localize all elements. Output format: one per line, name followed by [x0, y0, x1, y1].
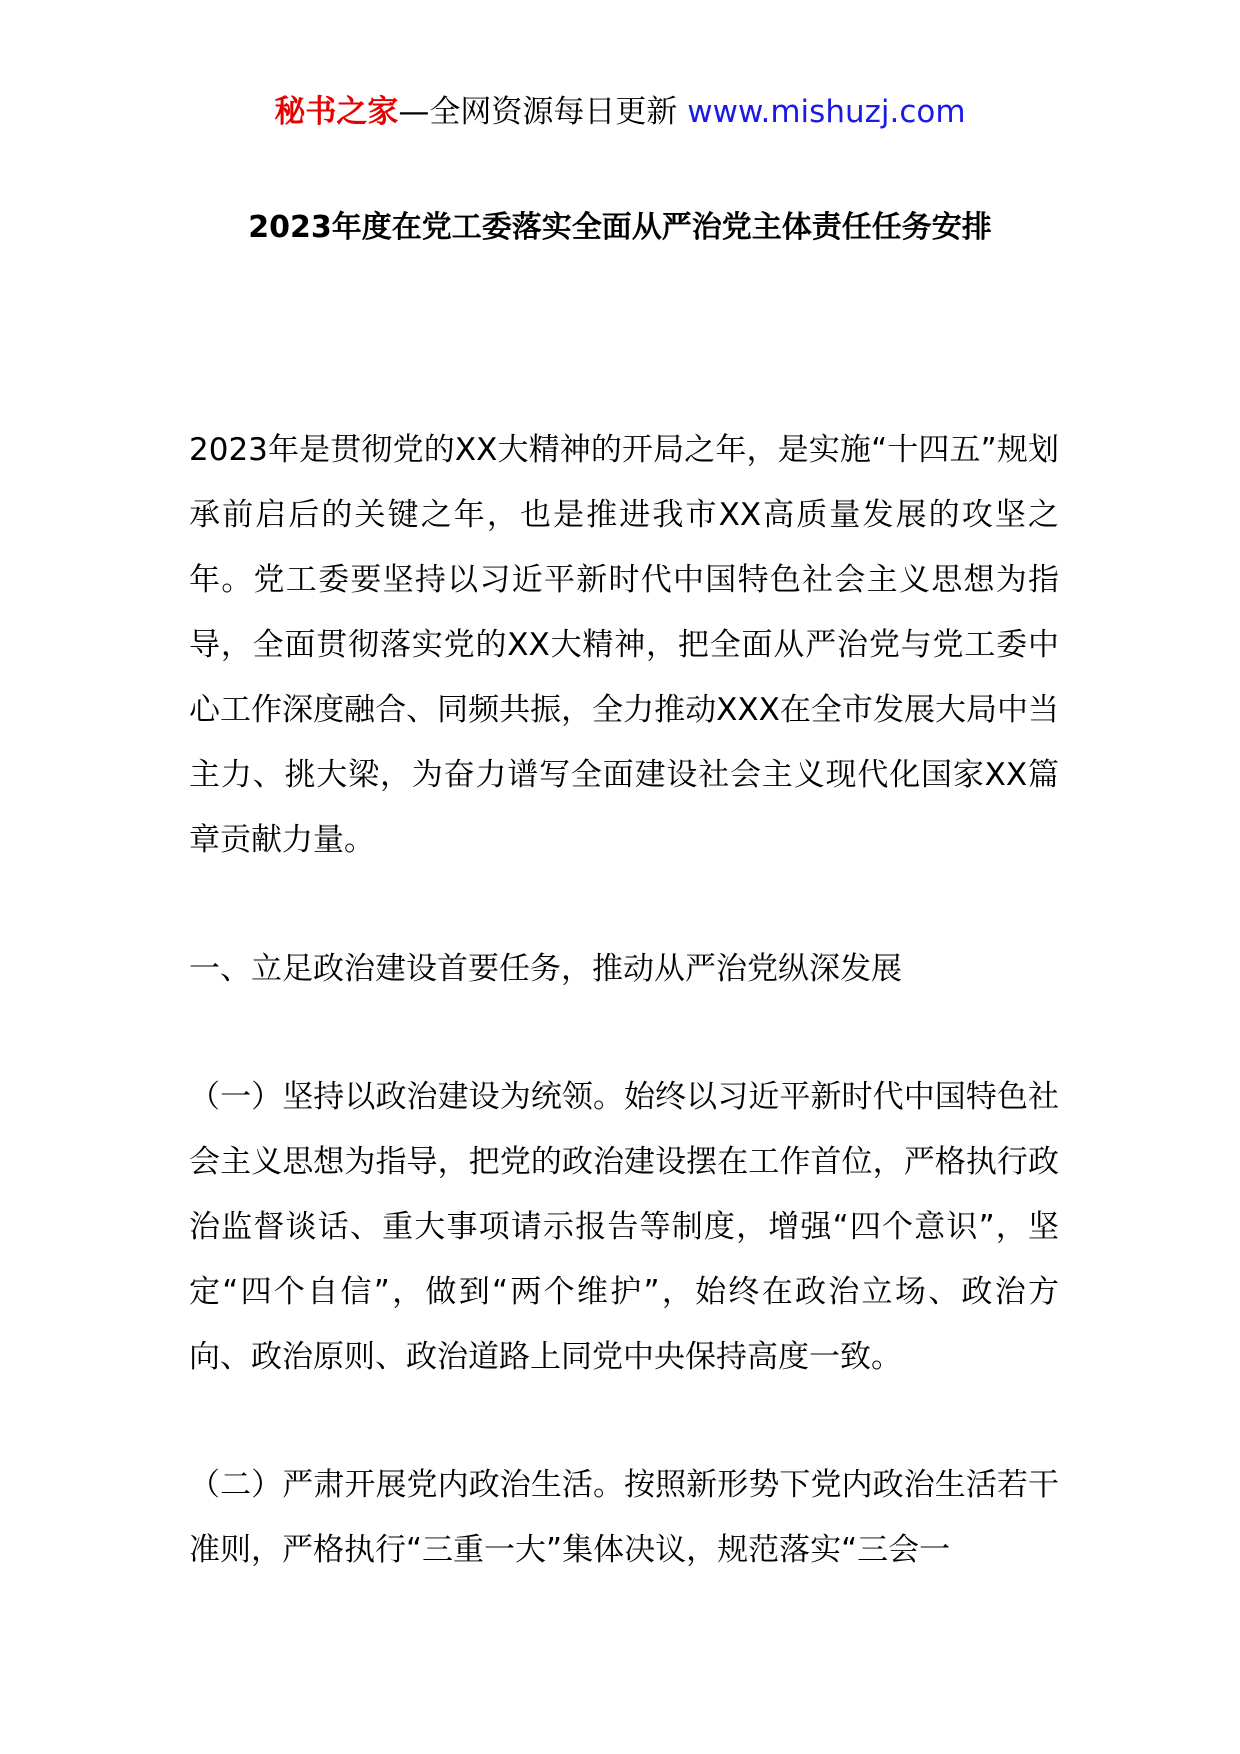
site-tagline: —全网资源每日更新 [398, 94, 688, 130]
site-url-link[interactable]: www.mishuzj.com [687, 94, 966, 130]
subsection-paragraph-2: （二）严肃开展党内政治生活。按照新形势下党内政治生活若干准则，严格执行“三重一大”集体决议，规范落实“三会一 [189, 1467, 1059, 1568]
site-brand: 秘书之家 [274, 94, 399, 130]
document-title: 2023年度在党工委落实全面从严治党主体责任任务安排 [248, 210, 992, 245]
section-heading: 一、立足政治建设首要任务，推动从严治党纵深发展 [189, 951, 902, 987]
document-body [189, 418, 1059, 1583]
intro-paragraph: 2023年是贯彻党的XX大精神的开局之年，是实施“十四五”规划承前启后的关键之年，也是推进我市XX高质量发展的攻坚之年。党工委要坚持以习近平新时代中国特色社会主义思想为指导，全面贯彻落实党的XX大精神，把全面从严治党与党工委中心工作深度融合、同频共振，全力推动XXX在全市发展大局中当主力、挑大梁，为奋力谱写全面建设社会主义现代化国家XX篇章贡献力量。 [189, 432, 1059, 858]
subsection-paragraph-1: （一）坚持以政治建设为统领。始终以习近平新时代中国特色社会主义思想为指导，把党的政治建设摆在工作首位，严格执行政治监督谈话、重大事项请示报告等制度，增强“四个意识”，坚定“四个自信”，做到“两个维护”，始终在政治立场、政治方向、政治原则、政治道路上同党中央保持高度一致。 [189, 1079, 1059, 1375]
site-header [0, 92, 1240, 132]
